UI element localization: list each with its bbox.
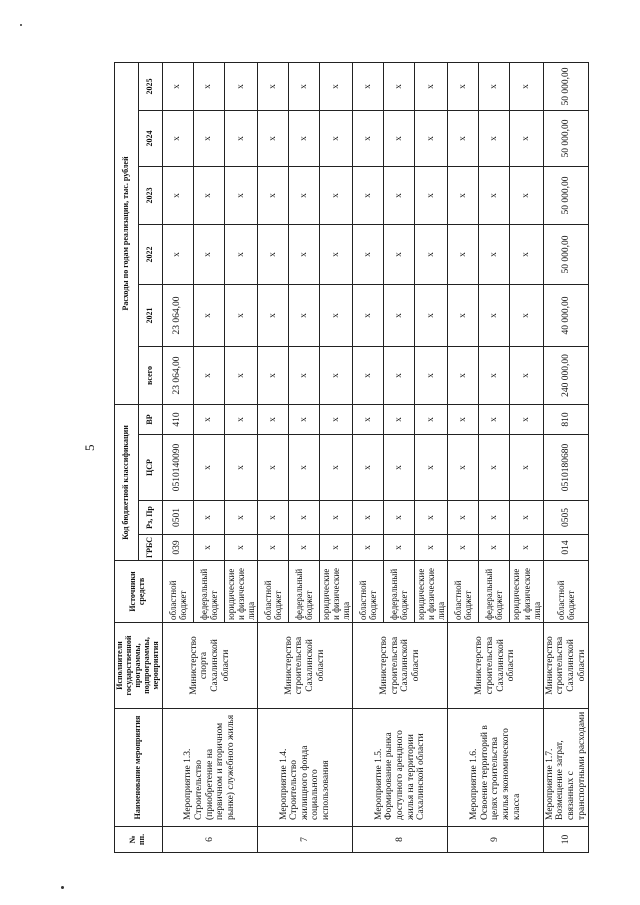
cell-total: х	[353, 346, 384, 404]
header-name: Наименование мероприятия	[115, 709, 163, 827]
cell-csr: х	[224, 435, 257, 501]
header-2022: 2022	[138, 224, 162, 284]
cell-2021: 40 000,00	[543, 284, 589, 346]
cell-2022: х	[193, 224, 224, 284]
scan-speck	[20, 24, 22, 26]
source-label: федеральный бюджет	[193, 561, 224, 623]
header-2025: 2025	[138, 62, 162, 110]
header-budget-group: Код бюджетной классификации	[115, 404, 139, 560]
cell-2023: х	[384, 166, 415, 224]
cell-rzpr: х	[224, 501, 257, 535]
cell-rzpr: х	[258, 501, 289, 535]
header-2021: 2021	[138, 284, 162, 346]
cell-2021: х	[289, 284, 320, 346]
cell-csr: х	[320, 435, 353, 501]
cell-rzpr: х	[289, 501, 320, 535]
cell-2024: х	[448, 110, 479, 166]
cell-csr: х	[448, 435, 479, 501]
cell-vr: х	[289, 404, 320, 434]
row-name: Мероприятие 1.4. Строительство жилищного фонда социального использования	[258, 709, 353, 827]
cell-2021: 23 064,00	[162, 284, 193, 346]
cell-rzpr: х	[415, 501, 448, 535]
table-header	[115, 62, 163, 852]
cell-2022: 50 000,00	[543, 224, 589, 284]
row-num: 10	[543, 827, 589, 853]
source-label: областной бюджет	[543, 561, 589, 623]
row-executor: Министерство строительства Сахалинской области	[543, 623, 589, 709]
source-label: юридические и физические лица	[320, 561, 353, 623]
cell-grbs: х	[353, 535, 384, 561]
page-number: 5	[82, 444, 97, 451]
cell-grbs: х	[224, 535, 257, 561]
cell-2023: х	[353, 166, 384, 224]
cell-2025: х	[289, 62, 320, 110]
cell-grbs: х	[415, 535, 448, 561]
cell-total: х	[289, 346, 320, 404]
cell-csr: х	[289, 435, 320, 501]
header-2024: 2024	[138, 110, 162, 166]
cell-2024: х	[353, 110, 384, 166]
cell-rzpr: 0501	[162, 501, 193, 535]
budget-table	[114, 62, 589, 853]
row-executor: Министерство спорта Сахалинской области	[162, 623, 257, 709]
row-name: Мероприятие 1.7. Возмещение затрат, связанных с транспортными расходами	[543, 709, 589, 827]
cell-rzpr: х	[479, 501, 510, 535]
cell-rzpr: х	[353, 501, 384, 535]
row-name: Мероприятие 1.3. Строительство (приобретение на первичном и вторичном рынке) служебного жилья	[162, 709, 257, 827]
cell-2023: х	[289, 166, 320, 224]
cell-2022: х	[258, 224, 289, 284]
header-total: всего	[138, 346, 162, 404]
cell-vr: х	[320, 404, 353, 434]
cell-total: 240 000,00	[543, 346, 589, 404]
row-executor: Министерство строительства Сахалинской области	[448, 623, 543, 709]
cell-csr: х	[353, 435, 384, 501]
cell-2024: х	[320, 110, 353, 166]
cell-total: х	[415, 346, 448, 404]
cell-2024: х	[258, 110, 289, 166]
cell-grbs: х	[258, 535, 289, 561]
cell-2025: х	[448, 62, 479, 110]
cell-grbs: х	[448, 535, 479, 561]
cell-total: х	[224, 346, 257, 404]
cell-2022: х	[510, 224, 543, 284]
header-2023: 2023	[138, 166, 162, 224]
cell-2025: х	[162, 62, 193, 110]
cell-2024: х	[510, 110, 543, 166]
header-source: Источники средств	[115, 561, 163, 623]
cell-vr: х	[479, 404, 510, 434]
cell-2023: х	[415, 166, 448, 224]
cell-2024: х	[289, 110, 320, 166]
header-rzpr: Рз, Пр	[138, 501, 162, 535]
cell-rzpr: х	[510, 501, 543, 535]
cell-2025: 50 000,00	[543, 62, 589, 110]
cell-vr: х	[510, 404, 543, 434]
cell-2021: х	[479, 284, 510, 346]
cell-grbs: х	[384, 535, 415, 561]
cell-2021: х	[510, 284, 543, 346]
cell-2021: х	[353, 284, 384, 346]
source-label: областной бюджет	[448, 561, 479, 623]
source-label: юридические и физические лица	[510, 561, 543, 623]
cell-csr: х	[258, 435, 289, 501]
cell-2025: х	[193, 62, 224, 110]
source-label: юридические и физические лица	[415, 561, 448, 623]
cell-2024: х	[384, 110, 415, 166]
cell-2021: х	[320, 284, 353, 346]
source-label: федеральный бюджет	[479, 561, 510, 623]
cell-grbs: х	[510, 535, 543, 561]
cell-2022: х	[162, 224, 193, 284]
cell-2023: х	[224, 166, 257, 224]
cell-total: 23 064,00	[162, 346, 193, 404]
cell-2024: х	[415, 110, 448, 166]
cell-2021: х	[415, 284, 448, 346]
row-num: 9	[448, 827, 543, 853]
cell-2021: х	[224, 284, 257, 346]
source-label: областной бюджет	[353, 561, 384, 623]
cell-csr: х	[384, 435, 415, 501]
source-label: федеральный бюджет	[384, 561, 415, 623]
cell-grbs: 039	[162, 535, 193, 561]
table-row	[543, 62, 589, 852]
cell-csr: 0510140090	[162, 435, 193, 501]
cell-2024: х	[193, 110, 224, 166]
header-vr: ВР	[138, 404, 162, 434]
row-name: Мероприятие 1.6. Освоение территорий в целях строительства жилья экономического класса	[448, 709, 543, 827]
cell-2025: х	[224, 62, 257, 110]
cell-grbs: х	[289, 535, 320, 561]
cell-2024: 50 000,00	[543, 110, 589, 166]
header-grbs: ГРБС	[138, 535, 162, 561]
cell-2024: х	[162, 110, 193, 166]
row-name: Мероприятие 1.5. Формирование рынка доступного арендного жилья на территории Сахалинской области	[353, 709, 448, 827]
cell-2023: х	[258, 166, 289, 224]
header-num: № пп.	[115, 827, 163, 853]
cell-2024: х	[479, 110, 510, 166]
cell-2022: х	[224, 224, 257, 284]
cell-total: х	[479, 346, 510, 404]
cell-grbs: 014	[543, 535, 589, 561]
cell-2023: х	[448, 166, 479, 224]
cell-2024: х	[224, 110, 257, 166]
cell-2023: х	[162, 166, 193, 224]
row-executor: Министерство строительства Сахалинской области	[258, 623, 353, 709]
rotated-table-sheet	[114, 63, 634, 853]
cell-2023: х	[193, 166, 224, 224]
cell-vr: х	[193, 404, 224, 434]
cell-total: х	[448, 346, 479, 404]
row-num: 8	[353, 827, 448, 853]
cell-2025: х	[258, 62, 289, 110]
cell-2022: х	[289, 224, 320, 284]
cell-vr: х	[448, 404, 479, 434]
cell-csr: х	[479, 435, 510, 501]
cell-total: х	[193, 346, 224, 404]
cell-2022: х	[384, 224, 415, 284]
cell-2025: х	[353, 62, 384, 110]
cell-2023: х	[320, 166, 353, 224]
cell-2022: х	[353, 224, 384, 284]
header-expenses-group: Расходы по годам реализации, тыс. рублей	[115, 62, 139, 404]
table-row	[448, 62, 479, 852]
cell-2025: х	[320, 62, 353, 110]
cell-2021: х	[384, 284, 415, 346]
cell-2023: х	[479, 166, 510, 224]
cell-2022: х	[320, 224, 353, 284]
cell-2025: х	[415, 62, 448, 110]
scan-speck	[61, 886, 64, 889]
table-row	[353, 62, 384, 852]
cell-vr: х	[258, 404, 289, 434]
cell-csr: х	[193, 435, 224, 501]
table-row	[162, 62, 193, 852]
row-num: 7	[258, 827, 353, 853]
row-num: 6	[162, 827, 257, 853]
cell-total: х	[384, 346, 415, 404]
source-label: федеральный бюджет	[289, 561, 320, 623]
cell-vr: 410	[162, 404, 193, 434]
cell-csr: х	[415, 435, 448, 501]
cell-rzpr: 0505	[543, 501, 589, 535]
header-csr: ЦСР	[138, 435, 162, 501]
cell-rzpr: х	[320, 501, 353, 535]
cell-csr: 0510180680	[543, 435, 589, 501]
header-executor: Исполнители государственной программы, подпрограммы, мероприятия	[115, 623, 163, 709]
cell-vr: 810	[543, 404, 589, 434]
cell-vr: х	[353, 404, 384, 434]
source-label: областной бюджет	[162, 561, 193, 623]
cell-rzpr: х	[448, 501, 479, 535]
cell-grbs: х	[193, 535, 224, 561]
table-row	[258, 62, 289, 852]
cell-2021: х	[193, 284, 224, 346]
table-body	[162, 62, 588, 852]
cell-2022: х	[479, 224, 510, 284]
cell-2025: х	[510, 62, 543, 110]
cell-grbs: х	[479, 535, 510, 561]
cell-2023: х	[510, 166, 543, 224]
cell-2021: х	[448, 284, 479, 346]
cell-2022: х	[415, 224, 448, 284]
cell-2025: х	[384, 62, 415, 110]
cell-2021: х	[258, 284, 289, 346]
source-label: областной бюджет	[258, 561, 289, 623]
cell-rzpr: х	[193, 501, 224, 535]
cell-total: х	[320, 346, 353, 404]
cell-2023: 50 000,00	[543, 166, 589, 224]
cell-total: х	[510, 346, 543, 404]
cell-csr: х	[510, 435, 543, 501]
cell-vr: х	[415, 404, 448, 434]
cell-2022: х	[448, 224, 479, 284]
cell-vr: х	[224, 404, 257, 434]
cell-2025: х	[479, 62, 510, 110]
cell-grbs: х	[320, 535, 353, 561]
row-executor: Министерство строительства Сахалинской области	[353, 623, 448, 709]
cell-vr: х	[384, 404, 415, 434]
cell-total: х	[258, 346, 289, 404]
cell-rzpr: х	[384, 501, 415, 535]
source-label: юридические и физические лица	[224, 561, 257, 623]
